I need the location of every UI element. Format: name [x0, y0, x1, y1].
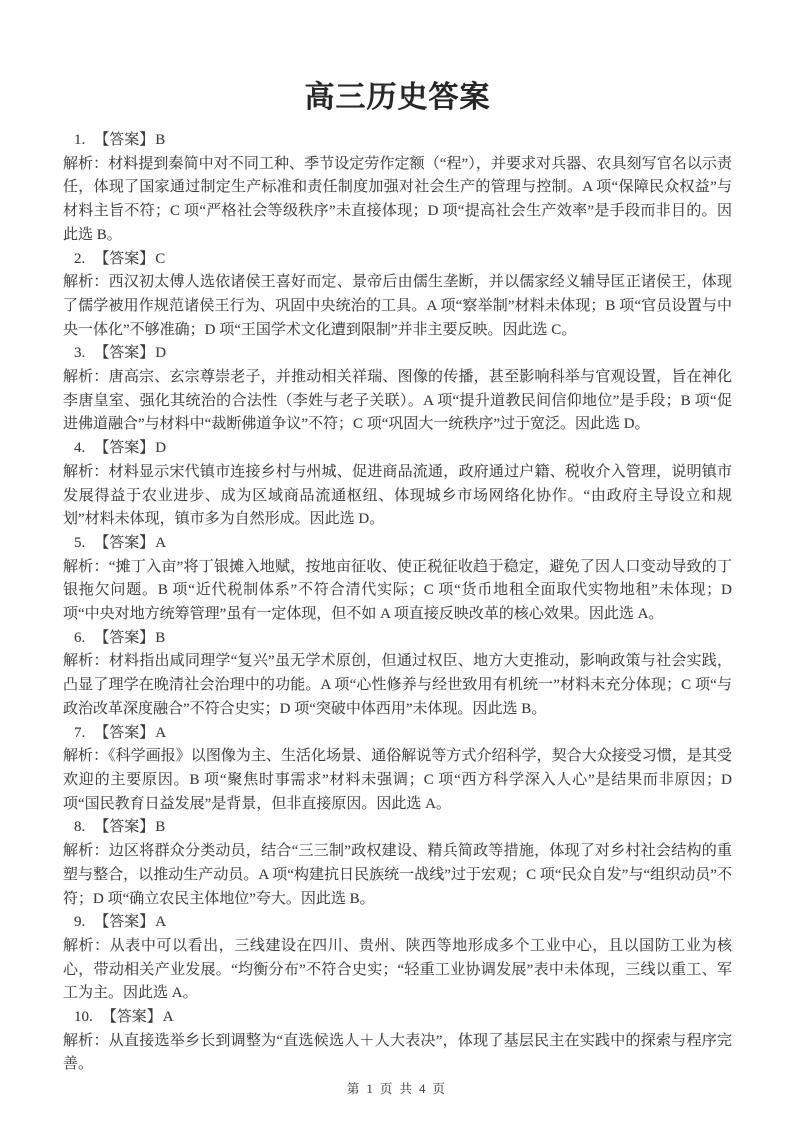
- answer-item: [63, 1006, 732, 1077]
- question-number: 7.: [74, 724, 86, 741]
- answer-item: [63, 437, 732, 532]
- page-title: 高三历史答案: [304, 81, 491, 114]
- answer-line: [63, 1006, 732, 1030]
- answer-item: [63, 248, 732, 343]
- answer-item: [63, 722, 732, 817]
- analysis-text: 西汉初太傅人选依诸侯王喜好而定、景帝后由儒生垄断，并以儒家经义辅导匡正诸侯王，体现了儒学被用作规范诸侯王行为、巩固中央统治的工具。A 项“察举制”材料未体现；B 项“官员设置与中央一体化”不够准确；D 项“王国学术文化遭到限制”并非主要反映。因此选 C。: [63, 274, 732, 338]
- answer-label: 【答案】: [94, 534, 155, 551]
- answer-letter: A: [162, 1009, 174, 1026]
- answer-line: [63, 342, 732, 366]
- question-number: 6.: [74, 629, 86, 646]
- answer-label: 【答案】: [101, 1009, 162, 1026]
- analysis-paragraph: [63, 461, 732, 532]
- analysis-label: 解析：: [63, 843, 109, 860]
- answer-label: 【答案】: [94, 914, 155, 931]
- analysis-label: 解析：: [63, 748, 109, 765]
- analysis-text: 材料指出咸同理学“复兴”虽无学术原创，但通过权臣、地方大吏推动，影响政策与社会实践，凸显了理学在晚清社会治理中的功能。A 项“心性修养与经世致用有机统一”材料未充分体现；C 项“与政治改革深度融合”不符合史实；D 项“突破中体西用”未体现。因此选 B。: [63, 653, 732, 717]
- analysis-label: 解析：: [63, 369, 109, 386]
- answer-item: [63, 129, 732, 248]
- question-number: 8.: [74, 819, 86, 836]
- analysis-paragraph: [63, 556, 732, 627]
- answer-letter: A: [155, 724, 167, 741]
- analysis-paragraph: [63, 650, 732, 721]
- answer-letter: B: [155, 132, 166, 148]
- analysis-label: 解析：: [63, 653, 109, 670]
- answer-list: [63, 129, 732, 1077]
- answer-line: [63, 248, 732, 272]
- answer-letter: B: [155, 819, 166, 836]
- question-number: 10.: [74, 1009, 93, 1026]
- analysis-paragraph: [63, 153, 732, 248]
- analysis-label: 解析：: [63, 558, 109, 575]
- analysis-label: 解析：: [63, 274, 109, 291]
- question-number: 1.: [74, 132, 86, 148]
- analysis-text: 材料显示宋代镇市连接乡村与州城、促进商品流通，政府通过户籍、税收介入管理，说明镇市发展得益于农业进步、成为区域商品流通枢纽、体现城乡市场网络化协作。“由政府主导设立和规划”材料未体现，镇市多为自然形成。因此选 D。: [63, 463, 732, 528]
- answer-letter: D: [155, 345, 167, 362]
- analysis-text: 从直接选举乡长到调整为“直选候选人＋人大表决”，体现了基层民主在实践中的探索与程序完善。: [63, 1032, 732, 1073]
- answer-line: [63, 816, 732, 840]
- answer-label: 【答案】: [94, 819, 155, 836]
- analysis-paragraph: [63, 1030, 732, 1077]
- answer-item: [63, 627, 732, 722]
- answer-item: [63, 911, 732, 1006]
- answer-line: [63, 129, 732, 153]
- answer-item: [63, 532, 732, 627]
- analysis-text: 从表中可以看出，三线建设在四川、贵州、陕西等地形成多个工业中心，且以国防工业为核心，带动相关产业发展。“均衡分布”不符合史实；“轻重工业协调发展”表中未体现，三线以重工、军工为主。因此选 A。: [63, 937, 732, 1002]
- answer-label: 【答案】: [94, 629, 155, 646]
- analysis-label: 解析：: [63, 463, 109, 480]
- analysis-text: 《科学画报》以图像为主、生活化场景、通俗解说等方式介绍科学，契合大众接受习惯，是其受欢迎的主要原因。B 项“聚焦时事需求”材料未强调；C 项“西方科学深入人心”是结果而非原因；D 项“国民教育日益发展”是背景，但非直接原因。因此选 A。: [63, 748, 732, 812]
- answer-line: [63, 532, 732, 556]
- analysis-paragraph: [63, 935, 732, 1006]
- analysis-paragraph: [63, 271, 732, 342]
- answer-line: [63, 627, 732, 651]
- analysis-paragraph: [63, 840, 732, 911]
- question-number: 9.: [74, 914, 86, 931]
- analysis-text: 唐高宗、玄宗尊崇老子，并推动相关祥瑞、图像的传播，甚至影响科举与官观设置，旨在神化李唐皇室、强化其统治的合法性（李姓与老子关联）。A 项“提升道教民间信仰地位”是手段；B 项“促进佛道融合”与材料中“裁断佛道争议”不符；C 项“巩固大一统秩序”过于宽泛。因此选 D。: [63, 369, 732, 433]
- answer-label: 【答案】: [94, 345, 155, 362]
- analysis-text: “摊丁入亩”将丁银摊入地赋，按地亩征收、使正税征收趋于稳定，避免了因人口变动导致的丁银拖欠问题。B 项“近代税制体系”不符合清代实际；C 项“货币地租全面取代实物地租”未体现；D 项“中央对地方统筹管理”虽有一定体现，但不如 A 项直接反映改革的核心效果。因此选 A。: [63, 558, 732, 623]
- question-number: 4.: [74, 440, 86, 457]
- answer-letter: A: [155, 534, 167, 551]
- answer-item: [63, 816, 732, 911]
- question-number: 3.: [74, 345, 86, 362]
- analysis-paragraph: [63, 745, 732, 816]
- answer-letter: D: [155, 440, 167, 457]
- analysis-text: 边区将群众分类动员，结合“三三制”政权建设、精兵简政等措施，体现了对乡村社会结构的重塑与整合，以推动生产动员。A 项“构建抗日民族统一战线”过于宏观；C 项“民众自发”与“组织动员”不符；D 项“确立农民主体地位”夸大。因此选 B。: [63, 843, 732, 907]
- answer-letter: B: [155, 629, 166, 646]
- question-number: 5.: [74, 534, 86, 551]
- answer-letter: C: [155, 250, 166, 267]
- analysis-label: 解析：: [63, 155, 109, 172]
- analysis-label: 解析：: [63, 937, 110, 954]
- answer-line: [63, 722, 732, 746]
- answer-label: 【答案】: [94, 440, 155, 457]
- answer-letter: A: [155, 914, 167, 931]
- question-number: 2.: [74, 250, 86, 267]
- analysis-paragraph: [63, 366, 732, 437]
- answer-line: [63, 437, 732, 461]
- analysis-text: 材料提到秦简中对不同工种、季节设定劳作定额（“程”），并要求对兵器、农具刻写官名以示责任，体现了国家通过制定生产标准和责任制度加强对社会生产的管理与控制。A 项“保障民众权益”与材料主旨不符；C 项“严格社会等级秩序”未直接体现；D 项“提高社会生产效率”是手段而非目的。因此选 B。: [63, 155, 732, 243]
- answer-label: 【答案】: [94, 724, 155, 741]
- page-number-footer: 第 1 页 共 4 页: [346, 1082, 448, 1096]
- answer-item: [63, 342, 732, 437]
- answer-label: 【答案】: [94, 132, 155, 148]
- analysis-label: 解析：: [63, 1032, 109, 1049]
- answer-label: 【答案】: [94, 250, 155, 267]
- answer-line: [63, 911, 732, 935]
